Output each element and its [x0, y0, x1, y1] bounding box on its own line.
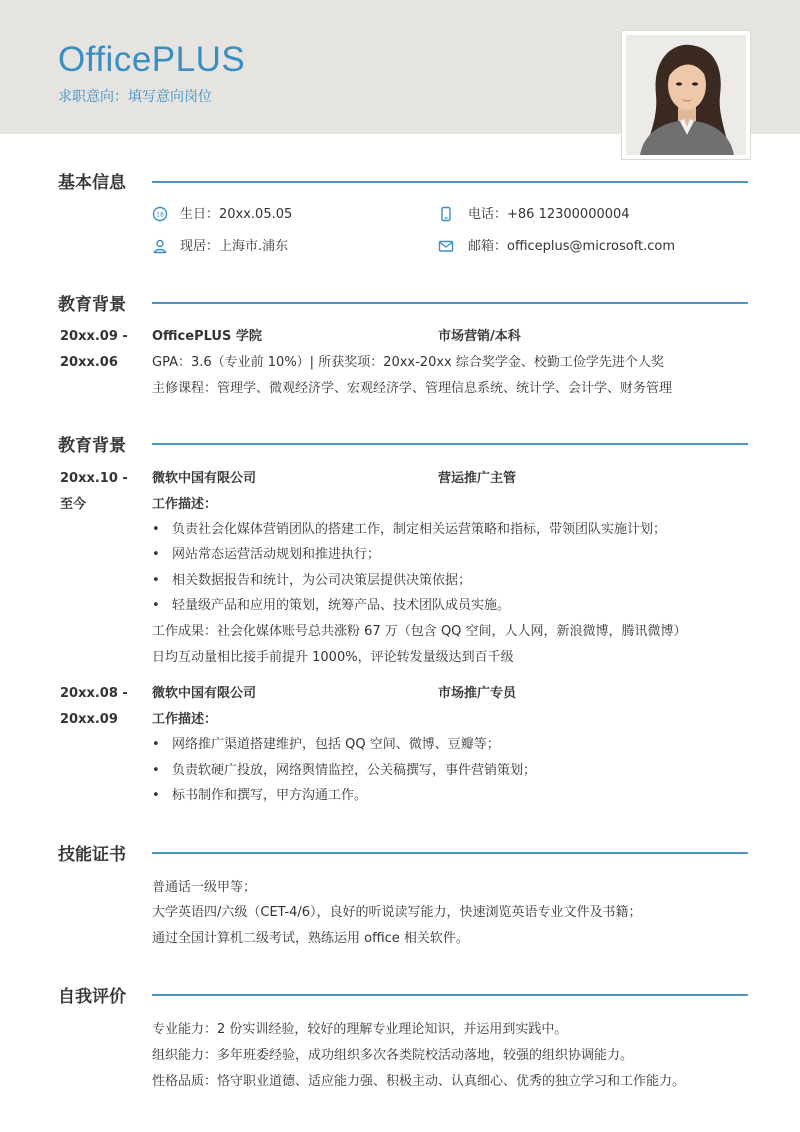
- section-divider: [152, 994, 748, 996]
- edu-major: 市场营销/本科: [438, 329, 521, 344]
- job-bullet: • 轻量级产品和应用的策划，统筹产品、技术团队成员实施。: [152, 597, 510, 615]
- section-divider: [152, 852, 748, 854]
- job-bullet: • 负责社会化媒体营销团队的搭建工作，制定相关运营策略和指标，带领团队实施计划；: [152, 521, 666, 539]
- section-divider: [152, 181, 748, 183]
- phone-text: 电话：+86 12300000004: [468, 207, 630, 222]
- email-text: 邮箱：officeplus@microsoft.com: [468, 239, 676, 254]
- job-date-start: 20xx.10 -: [60, 471, 128, 486]
- job-bullet: • 网站常态运营活动规划和推进执行；: [152, 546, 380, 564]
- phone-icon: [438, 206, 454, 222]
- section-title-work: 教育背景: [58, 436, 126, 456]
- job-desc-label: 工作描述：: [152, 497, 218, 512]
- self-eval-line: 性格品质：恪守职业道德、适应能力强、积极主动、认真细心、优秀的独立学习和工作能力。: [152, 1074, 686, 1089]
- job-intent: 求职意向：填写意向岗位: [58, 89, 212, 105]
- job-position: 营运推广主管: [438, 471, 517, 486]
- svg-text:18: 18: [156, 211, 164, 219]
- job-bullet: • 标书制作和撰写，甲方沟通工作。: [152, 787, 367, 805]
- section-title-education: 教育背景: [58, 295, 126, 315]
- job-result: 日均互动量相比接手前提升 1000%，评论转发量级达到百千级: [152, 650, 514, 665]
- skill-line: 普通话一级甲等；: [152, 880, 257, 895]
- section-title-skills: 技能证书: [58, 845, 126, 865]
- job-result: 工作成果：社会化媒体账号总共涨粉 67 万（包含 QQ 空间，人人网，新浪微博，腾讯微博）: [152, 624, 687, 639]
- edu-date-end: 20xx.06: [60, 355, 118, 370]
- section-title-basic: 基本信息: [58, 173, 126, 193]
- job-bullet: • 相关数据报告和统计，为公司决策层提供决策依据；: [152, 572, 471, 590]
- self-eval-line: 组织能力：多年班委经验，成功组织多次各类院校活动落地，较强的组织协调能力。: [152, 1048, 634, 1063]
- profile-photo-frame: [622, 31, 750, 159]
- edu-date-start: 20xx.09 -: [60, 329, 128, 344]
- job-company: 微软中国有限公司: [152, 686, 257, 701]
- birthday-text: 生日：20xx.05.05: [180, 207, 293, 222]
- section-divider: [152, 443, 748, 445]
- section-divider: [152, 302, 748, 304]
- edu-school: OfficePLUS 学院: [152, 329, 262, 344]
- job-desc-label: 工作描述：: [152, 712, 218, 727]
- job-date-end: 20xx.09: [60, 712, 118, 727]
- job-company: 微软中国有限公司: [152, 471, 257, 486]
- resume-name: OfficePLUS: [58, 40, 246, 79]
- section-title-self: 自我评价: [58, 987, 126, 1007]
- mail-icon: [438, 238, 454, 254]
- edu-courses: 主修课程：管理学、微观经济学、宏观经济学、管理信息系统、统计学、会计学、财务管理: [152, 381, 673, 396]
- self-eval-line: 专业能力：2 份实训经验，较好的理解专业理论知识，并运用到实践中。: [152, 1022, 568, 1037]
- residence-text: 现居：上海市.浦东: [180, 239, 289, 254]
- skill-line: 大学英语四/六级（CET-4/6），良好的听说读写能力，快速浏览英语专业文件及书籍；: [152, 905, 642, 920]
- job-bullet: • 网络推广渠道搭建维护，包括 QQ 空间、微博、豆瓣等；: [152, 736, 500, 754]
- job-date-end: 至今: [60, 497, 87, 512]
- skill-line: 通过全国计算机二级考试，熟练运用 office 相关软件。: [152, 931, 469, 946]
- job-position: 市场推广专员: [438, 686, 517, 701]
- birthday-icon: [152, 206, 168, 222]
- location-icon: [152, 238, 168, 254]
- job-date-start: 20xx.08 -: [60, 686, 128, 701]
- profile-photo: [626, 35, 746, 155]
- edu-gpa: GPA：3.6（专业前 10%）| 所获奖项：20xx-20xx 综合奖学金、校勤工俭学先进个人奖: [152, 355, 664, 370]
- job-bullet: • 负责软硬广投放，网络舆情监控，公关稿撰写，事件营销策划；: [152, 762, 536, 780]
